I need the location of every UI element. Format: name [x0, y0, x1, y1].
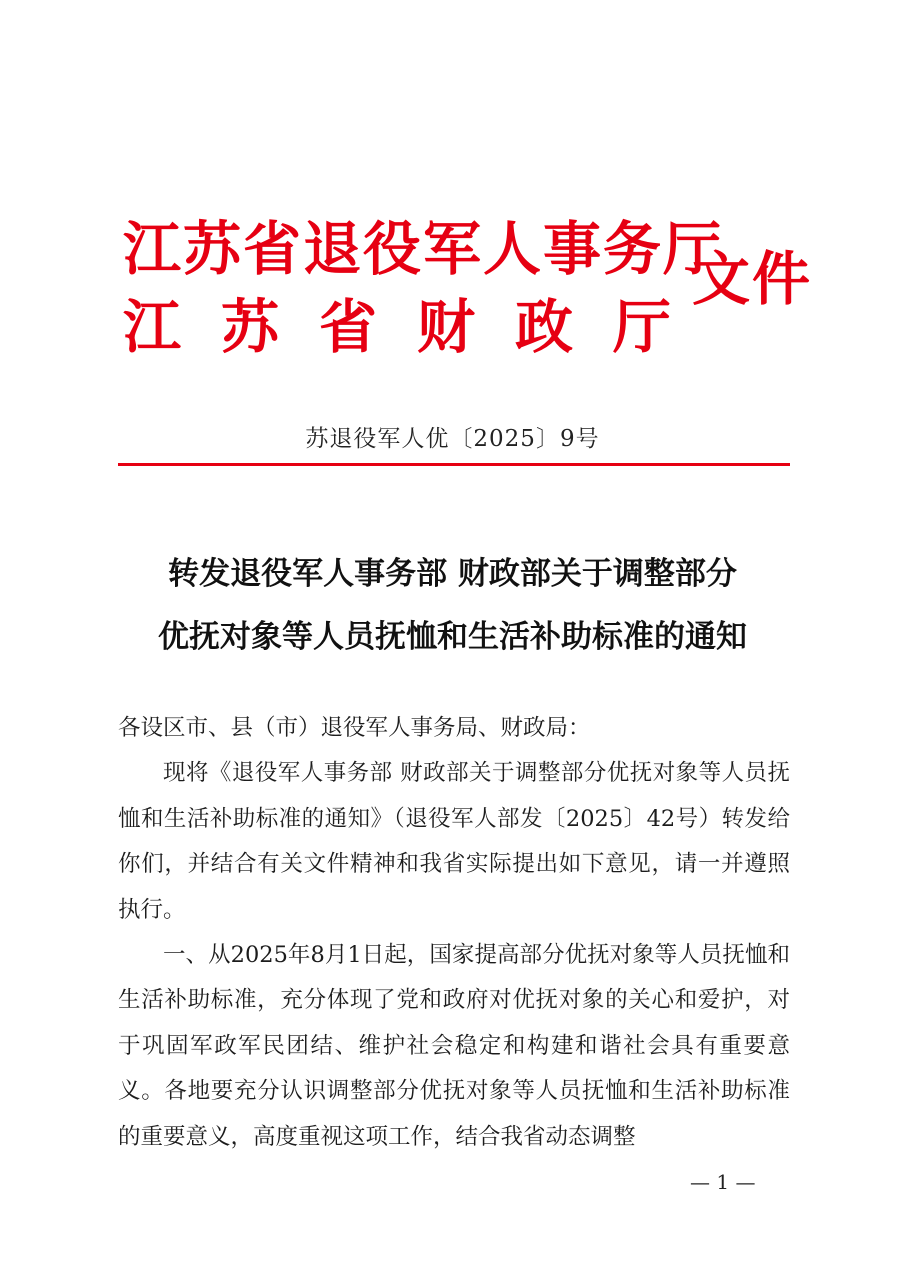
addressee: 各设区市、县（市）退役军人事务局、财政局： — [118, 715, 591, 741]
org-finance-char: 厅 — [612, 293, 671, 361]
org-finance — [123, 293, 671, 361]
title-line-2: 优抚对象等人员抚恤和生活补助标准的通知 — [158, 619, 747, 655]
org-finance-char: 财 — [416, 293, 475, 361]
org-finance-char: 省 — [318, 293, 377, 361]
document-suffix: 文件 — [692, 245, 813, 313]
document-title — [0, 543, 905, 669]
org-finance-char: 江 — [123, 293, 182, 361]
org-finance-char: 政 — [514, 293, 573, 361]
org-finance-char: 苏 — [220, 293, 279, 361]
paragraph: 一、从2025年8月1日起，国家提高部分优抚对象等人员抚恤和生活补助标准，充分体现了党和政府对优抚对象的关心和爱护，对于巩固军政军民团结、维护社会稳定和构建和谐社会具有重要意义。各地要充分认识调整部分优抚对象等人员抚恤和生活补助标准的重要意义，高度重视这项工作，结合我省动态调整 — [118, 942, 790, 1150]
paragraph: 现将《退役军人事务部 财政部关于调整部分优抚对象等人员抚恤和生活补助标准的通知》（退役军人部发〔2025〕42号）转发给你们，并结合有关文件精神和我省实际提出如下意见，请一并遵照执行。 — [118, 760, 790, 923]
title-line-1: 转发退役军人事务部 财政部关于调整部分 — [168, 556, 737, 592]
document-body — [118, 706, 790, 1160]
org-veterans-affairs: 江苏省退役军人事务厅 — [123, 215, 724, 283]
document-number: 苏退役军人优〔2025〕9号 — [305, 426, 600, 452]
red-divider — [118, 463, 790, 466]
page-number: — 1 — — [690, 1170, 756, 1194]
